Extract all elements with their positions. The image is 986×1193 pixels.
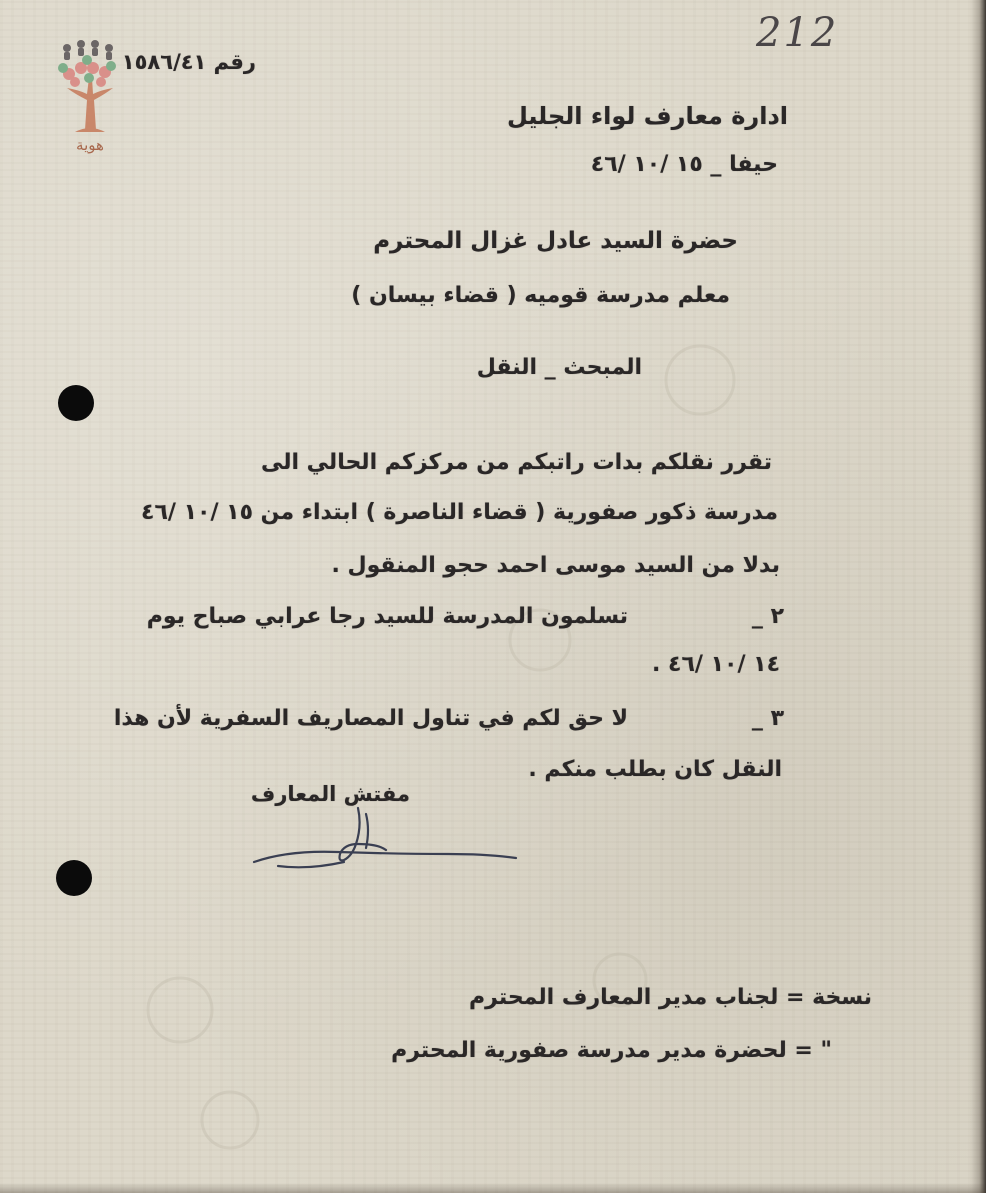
addressee-name: حضرة السيد عادل غزال المحترم — [373, 228, 738, 254]
signatory-title: مفتش المعارف — [250, 782, 410, 806]
punch-hole — [56, 860, 92, 896]
punch-hole — [58, 385, 94, 421]
body-line: مدرسة ذكور صفورية ( قضاء الناصرة ) ابتداء من ١٥ /١٠ /٤٦ — [141, 500, 778, 525]
issuing-administration: ادارة معارف لواء الجليل — [506, 102, 788, 130]
paragraph-text: لا حق لكم في تناول المصاريف السفرية لأن هذا — [113, 706, 628, 731]
copy-recipient: " = لحضرة مدير مدرسة صفورية المحترم — [391, 1038, 832, 1063]
archive-page-number: 212 — [756, 10, 839, 56]
paragraph-number: ٣ _ — [751, 706, 784, 731]
paragraph-continuation: النقل كان بطلب منكم . — [528, 757, 782, 782]
paragraph-text: تسلمون المدرسة للسيد رجا عرابي صباح يوم — [146, 604, 628, 629]
body-line: بدلا من السيد موسى احمد حجو المنقول . — [331, 553, 780, 578]
reference-number: رقم ١٥٨٦/٤١ — [121, 50, 256, 74]
body-line: تقرر نقلكم بدات راتبكم من مركزكم الحالي الى — [260, 450, 772, 475]
scan-edge-bottom — [0, 1183, 986, 1193]
scan-edge-right — [970, 0, 986, 1193]
paragraph-number: ٢ _ — [751, 604, 784, 629]
handover-date: ١٤ /١٠ /٤٦ . — [651, 652, 780, 677]
copy-recipient: نسخة = لجناب مدير المعارف المحترم — [469, 985, 872, 1010]
place-and-date: حيفا _ ١٥ /١٠ /٤٦ — [590, 152, 778, 177]
addressee-role: معلم مدرسة قوميه ( قضاء بيسان ) — [351, 283, 730, 308]
logo-caption: هوية — [76, 136, 104, 154]
handwritten-signature — [248, 800, 520, 880]
letter-subject: المبحث _ النقل — [476, 355, 642, 380]
